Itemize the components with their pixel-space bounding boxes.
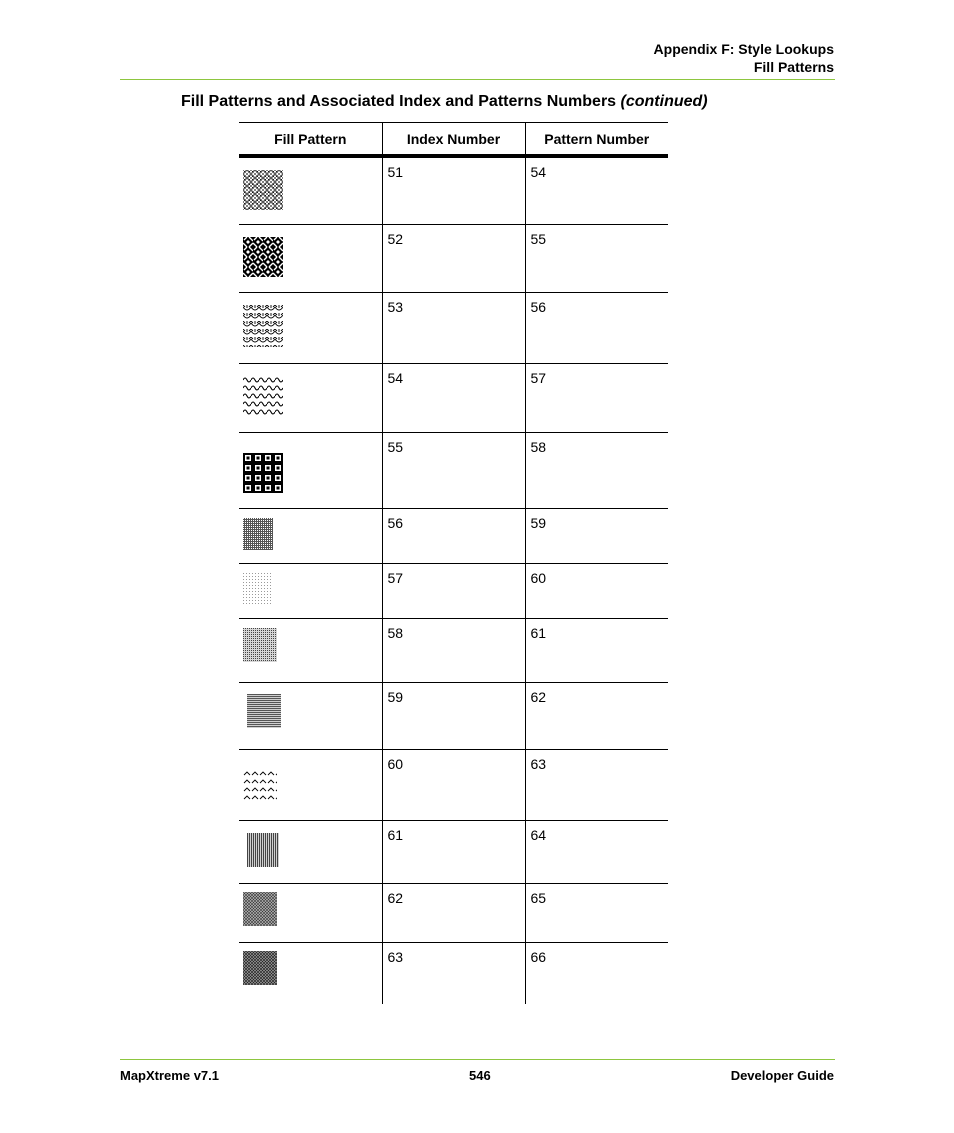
pattern-number-cell: 57: [525, 363, 668, 432]
footer-product: MapXtreme v7.1: [120, 1068, 219, 1083]
header-subsection: Fill Patterns: [753, 59, 834, 75]
pattern-number-cell: 63: [525, 749, 668, 820]
table-row: [239, 883, 668, 942]
header-rule: [120, 79, 835, 80]
footer-page-number: 546: [469, 1068, 491, 1083]
table-row: [239, 563, 668, 618]
table-row: [239, 820, 668, 883]
fill-pattern-cell: [239, 224, 382, 292]
footer-guide: Developer Guide: [730, 1068, 834, 1083]
fill-pattern-cell: [239, 156, 382, 224]
dense-dot-pattern-swatch: [243, 518, 273, 550]
index-number-cell: 58: [382, 618, 525, 682]
circles-lattice-pattern-swatch: [243, 170, 283, 210]
table-title-continued: (continued): [620, 93, 708, 110]
fill-pattern-cell: [239, 618, 382, 682]
pattern-number-cell: 60: [525, 563, 668, 618]
table-row: [239, 618, 668, 682]
pattern-number-cell: 65: [525, 883, 668, 942]
index-number-cell: 62: [382, 883, 525, 942]
index-number-cell: 61: [382, 820, 525, 883]
dense-crosshatch-pattern-swatch: [243, 951, 277, 985]
index-number-cell: 60: [382, 749, 525, 820]
table-row: [239, 432, 668, 508]
column-header-index-number: Index Number: [382, 123, 525, 157]
index-number-cell: 51: [382, 156, 525, 224]
fill-pattern-cell: [239, 363, 382, 432]
horizontal-line-pattern-swatch: [247, 694, 281, 728]
fill-pattern-table: [239, 122, 668, 1004]
table-title: [181, 92, 708, 112]
table-title-main: Fill Patterns and Associated Index and Patterns Numbers: [181, 93, 621, 110]
fill-pattern-cell: [239, 883, 382, 942]
square-grid-pattern-swatch: [243, 453, 283, 493]
chevron-pattern-swatch: [243, 770, 277, 802]
footer-rule: [120, 1059, 835, 1060]
diagonal-crosshatch-pattern-swatch: [243, 892, 277, 926]
table-row: [239, 292, 668, 363]
index-number-cell: 55: [382, 432, 525, 508]
pattern-number-cell: 61: [525, 618, 668, 682]
index-number-cell: 54: [382, 363, 525, 432]
index-number-cell: 57: [382, 563, 525, 618]
fill-pattern-cell: [239, 942, 382, 1004]
index-number-cell: 63: [382, 942, 525, 1004]
fill-pattern-cell: [239, 749, 382, 820]
fill-pattern-cell: [239, 682, 382, 749]
pattern-number-cell: 66: [525, 942, 668, 1004]
scallop-pattern-swatch: [243, 305, 283, 347]
pattern-number-cell: 55: [525, 224, 668, 292]
pattern-number-cell: 64: [525, 820, 668, 883]
fine-grid-pattern-swatch: [243, 628, 277, 662]
index-number-cell: 59: [382, 682, 525, 749]
basketweave-pattern-swatch: [243, 237, 283, 277]
fill-pattern-cell: [239, 508, 382, 563]
table-row: [239, 363, 668, 432]
fill-pattern-cell: [239, 432, 382, 508]
index-number-cell: 52: [382, 224, 525, 292]
fill-pattern-cell: [239, 820, 382, 883]
pattern-number-cell: 56: [525, 292, 668, 363]
wave-pattern-swatch: [243, 376, 283, 416]
table-row: [239, 749, 668, 820]
table-row: [239, 224, 668, 292]
column-header-pattern-number: Pattern Number: [525, 123, 668, 157]
pattern-number-cell: 58: [525, 432, 668, 508]
running-header: [654, 40, 834, 76]
header-section: Appendix F: Style Lookups: [653, 41, 834, 57]
column-header-fill-pattern: Fill Pattern: [239, 123, 382, 157]
table-row: [239, 508, 668, 563]
fill-pattern-cell: [239, 563, 382, 618]
table-row: [239, 942, 668, 1004]
table-header-row: [239, 123, 668, 157]
light-dot-pattern-swatch: [243, 573, 273, 605]
pattern-number-cell: 54: [525, 156, 668, 224]
table-row: [239, 682, 668, 749]
index-number-cell: 56: [382, 508, 525, 563]
pattern-number-cell: 62: [525, 682, 668, 749]
fill-pattern-cell: [239, 292, 382, 363]
pattern-number-cell: 59: [525, 508, 668, 563]
vertical-line-pattern-swatch: [247, 833, 279, 867]
table-row: [239, 156, 668, 224]
index-number-cell: 53: [382, 292, 525, 363]
